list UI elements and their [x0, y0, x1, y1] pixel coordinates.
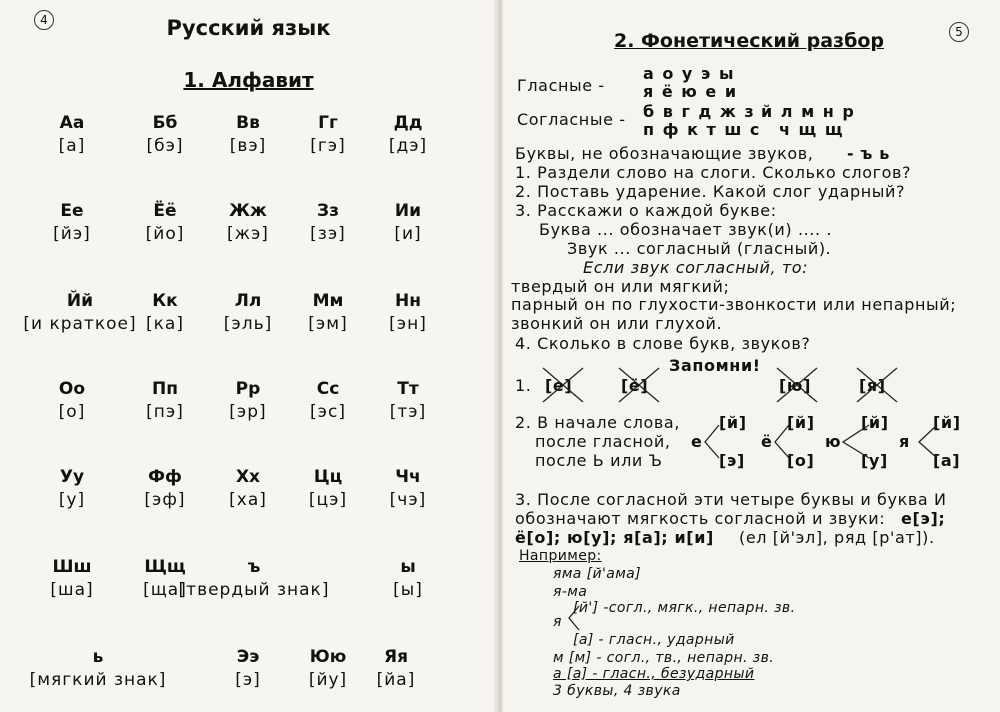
alphabet-cell	[306, 646, 486, 692]
alphabet-letter: Тт	[397, 379, 419, 399]
right-page	[503, 0, 1000, 712]
step-3-paired: парный он по глухости-звонкости или непарный;	[511, 295, 957, 314]
alphabet-cell	[318, 290, 497, 336]
alphabet-letter: Ии	[394, 201, 422, 221]
rule-3-line-1: 3. После согласной эти четыре буквы и буква И	[515, 490, 947, 509]
alphabet-letter: Вв	[236, 113, 260, 133]
alphabet-letter: Оо	[58, 379, 86, 399]
step-4: 4. Сколько в слове букв, звуков?	[515, 334, 811, 353]
alphabet-cell	[318, 466, 497, 512]
alphabet-letter: Жж	[229, 201, 267, 221]
alphabet-sound: [йо]	[145, 224, 185, 244]
alphabet-sound: [пэ]	[146, 402, 184, 422]
alphabet-letter: Щщ	[144, 557, 186, 577]
alphabet-sound: [вэ]	[229, 136, 267, 156]
alphabet-letter: Фф	[148, 467, 182, 487]
alphabet-letter: Шш	[52, 557, 92, 577]
alphabet-letter: ы	[400, 557, 416, 577]
step-3-letter: Буква ... обозначает звук(и) .... .	[539, 220, 833, 239]
alphabet-letter: Яя	[383, 647, 408, 667]
alphabet-sound: [ка]	[146, 314, 184, 334]
branch-e	[705, 425, 719, 458]
vowels-row-2: я ё ю е и	[643, 82, 738, 101]
remember-title: Запомни!	[669, 356, 761, 375]
alphabet-letter: Нн	[395, 291, 421, 311]
example-line-3: [й'] -согл., мягк., непарн. зв.	[573, 600, 796, 616]
alphabet-letter: ъ	[247, 557, 261, 577]
alphabet-cell	[318, 200, 497, 246]
rule-2-letter-yu: ю	[825, 432, 842, 451]
alphabet-sound: [эр]	[229, 402, 267, 422]
alphabet-letter: Пп	[152, 379, 178, 399]
rule-3-line-3a: ё[о]; ю[у]; я[а]; и[и]	[515, 528, 714, 547]
alphabet-sound: [гэ]	[310, 136, 346, 156]
branch-yu	[843, 425, 869, 458]
consonants-row-1b: й л м н р	[761, 102, 856, 121]
rule-2-letter-e: е	[691, 432, 703, 451]
example-line-2: я-ма	[553, 584, 588, 600]
example-line-5: [а] - гласн., ударный	[573, 632, 735, 648]
alphabet-letter: Ээ	[236, 647, 260, 667]
rule-2-ya-bottom: [а]	[933, 451, 961, 470]
example-line-4: я	[553, 614, 562, 630]
step-3-if-consonant: Если звук согласный, то:	[583, 258, 809, 277]
left-page	[0, 0, 497, 712]
alphabet-letter: Гг	[318, 113, 338, 133]
consonants-row-2a: п ф к т ш с	[643, 120, 761, 139]
alphabet-letter: Кк	[152, 291, 178, 311]
rule-1-crossed-yo: [ё]	[621, 376, 649, 395]
rule-2-e-top: [й]	[719, 413, 747, 432]
alphabet-sound: [ха]	[229, 490, 267, 510]
alphabet-section-title: 1. Алфавит	[183, 68, 314, 92]
no-sound-letters: - ъ ь	[847, 144, 890, 163]
alphabet-cell	[164, 556, 344, 602]
consonants-row-2b: ч щ щ	[779, 120, 844, 139]
alphabet-letter: ь	[92, 647, 104, 667]
page-number-right: 5	[949, 22, 969, 42]
rule-2-line-1: 2. В начале слова,	[515, 413, 681, 432]
alphabet-letter: Хх	[235, 467, 261, 487]
alphabet-letter: Чч	[395, 467, 421, 487]
rule-2-letter-yo: ё	[761, 432, 773, 451]
alphabet-letter: Зз	[317, 201, 339, 221]
step-3: 3. Расскажи о каждой букве:	[515, 201, 777, 220]
rule-3-line-2b: е[э];	[901, 509, 946, 528]
step-3-sound: Звук ... согласный (гласный).	[567, 239, 832, 258]
alphabet-sound: [эм]	[308, 314, 348, 334]
alphabet-letter: Уу	[59, 467, 85, 487]
vowels-label: Гласные -	[517, 76, 605, 95]
alphabet-cell	[318, 556, 497, 602]
alphabet-sound: [ы]	[393, 580, 423, 600]
alphabet-sound: [ша]	[50, 580, 94, 600]
branch-yo	[775, 425, 789, 458]
alphabet-sound: [тэ]	[389, 402, 427, 422]
alphabet-letter: Йй	[66, 291, 94, 311]
alphabet-sound: [йу]	[308, 670, 348, 690]
alphabet-sound: [йа]	[376, 670, 416, 690]
alphabet-letter: Лл	[234, 291, 262, 311]
subject-title: Русский язык	[166, 16, 331, 40]
rule-1-number: 1.	[515, 376, 532, 395]
alphabet-sound: [о]	[58, 402, 86, 422]
rule-1-crossed-yu: [ю]	[779, 376, 811, 395]
alphabet-letter: Мм	[312, 291, 344, 311]
branch-ya	[919, 425, 937, 458]
alphabet-sound: [бэ]	[146, 136, 184, 156]
alphabet-sound: [эф]	[144, 490, 186, 510]
rule-2-e-bottom: [э]	[719, 451, 745, 470]
alphabet-sound: [а]	[58, 136, 86, 156]
alphabet-sound: [цэ]	[308, 490, 348, 510]
alphabet-cell	[318, 112, 497, 158]
rule-2-yo-top: [й]	[787, 413, 815, 432]
alphabet-sound: [у]	[58, 490, 86, 510]
alphabet-cell	[318, 378, 497, 424]
alphabet-letter: Бб	[152, 113, 178, 133]
alphabet-letter: Ёё	[153, 201, 177, 221]
step-1: 1. Раздели слово на слоги. Сколько слогов?	[515, 163, 912, 182]
no-sound-text: Буквы, не обозначающие звуков,	[515, 144, 814, 163]
alphabet-sound: [йэ]	[53, 224, 91, 244]
rule-3-line-2a: обозначают мягкость согласной и звуки:	[515, 509, 886, 528]
alphabet-sound: [эн]	[389, 314, 427, 334]
example-line-7: а [а] - гласн., безударный	[553, 666, 755, 682]
example-line-1: яма [й'ама]	[553, 566, 642, 582]
alphabet-letter: Дд	[393, 113, 423, 133]
alphabet-sound: [э]	[235, 670, 261, 690]
vowels-row-1: а о у э ы	[643, 64, 735, 83]
alphabet-letter: Рр	[235, 379, 261, 399]
rule-2-letter-ya: я	[899, 432, 910, 451]
alphabet-sound: [зэ]	[310, 224, 346, 244]
rule-2-ya-top: [й]	[933, 413, 961, 432]
rule-1-crossed-ya: [я]	[859, 376, 886, 395]
alphabet-sound: [мягкий знак]	[29, 670, 167, 690]
page-number-left: 4	[34, 10, 54, 30]
rule-3-line-3b: (ел [й'эл], ряд [р'ат]).	[739, 528, 935, 547]
alphabet-sound: [эль]	[223, 314, 273, 334]
alphabet-sound: [и краткое]	[23, 314, 137, 334]
rule-2-yo-bottom: [о]	[787, 451, 815, 470]
alphabet-sound: [дэ]	[388, 136, 428, 156]
example-line-6: м [м] - согл., тв., непарн. зв.	[553, 650, 775, 666]
alphabet-letter: Юю	[309, 647, 347, 667]
rule-2-yu-top: [й]	[861, 413, 889, 432]
example-line-8: 3 буквы, 4 звука	[553, 683, 681, 699]
example-heading: Например:	[519, 548, 602, 564]
rule-2-yu-bottom: [у]	[861, 451, 888, 470]
alphabet-sound: [и]	[394, 224, 422, 244]
alphabet-letter: Цц	[313, 467, 343, 487]
alphabet-sound: [эс]	[310, 402, 346, 422]
consonants-row-1a: б в г д ж з	[643, 102, 756, 121]
rule-2-line-2: после гласной,	[535, 432, 671, 451]
alphabet-letter: Аа	[59, 113, 85, 133]
alphabet-letter: Сс	[316, 379, 340, 399]
alphabet-sound: [чэ]	[389, 490, 427, 510]
alphabet-sound: [жэ]	[227, 224, 269, 244]
alphabet-sound: [ща]	[143, 580, 187, 600]
rule-2-line-3: после Ь или Ъ	[535, 451, 663, 470]
phonetic-section-title: 2. Фонетический разбор	[614, 30, 884, 52]
step-2: 2. Поставь ударение. Какой слог ударный?	[515, 182, 906, 201]
rule-1-crossed-e: [е]	[545, 376, 573, 395]
alphabet-sound: [твердый знак]	[178, 580, 330, 600]
step-3-voiced: звонкий он или глухой.	[511, 314, 723, 333]
consonants-label: Согласные -	[517, 110, 626, 129]
alphabet-letter: Ее	[60, 201, 84, 221]
step-3-hard-soft: твердый он или мягкий;	[511, 277, 730, 296]
